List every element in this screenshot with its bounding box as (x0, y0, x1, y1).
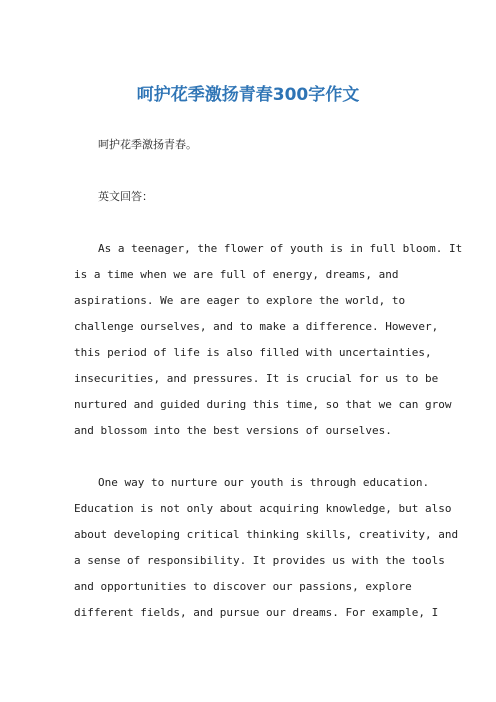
paragraph-1-line: challenge ourselves, and to make a difference. However, (74, 320, 439, 333)
paragraph-1-line: and blossom into the best versions of ourselves. (74, 424, 392, 437)
paragraph-1-line: aspirations. We are eager to explore the world, to (74, 294, 406, 307)
paragraph-1-line: nurtured and guided during this time, so that we can grow (74, 398, 452, 411)
paragraph-1-line: is a time when we are full of energy, dreams, and (74, 268, 399, 281)
paragraph-1-line: insecurities, and pressures. It is crucial for us to be (74, 372, 439, 385)
paragraph-2-line: and opportunities to discover our passions, explore (74, 580, 412, 593)
document-title: 呵护花季激扬青春300字作文 (136, 85, 360, 105)
paragraph-2-line: different fields, and pursue our dreams. For example, I (74, 606, 439, 619)
answer-label: 英文回答： (98, 190, 153, 203)
intro-line: 呵护花季激扬青春。 (98, 138, 197, 151)
paragraph-1-line: As a teenager, the flower of youth is in full bloom. It (98, 242, 463, 255)
paragraph-2-line: about developing critical thinking skills, creativity, and (74, 528, 459, 541)
paragraph-2-line: a sense of responsibility. It provides us with the tools (74, 554, 445, 567)
paragraph-1-line: this period of life is also filled with uncertainties, (74, 346, 432, 359)
paragraph-2-line: One way to nurture our youth is through education. (98, 476, 430, 489)
paragraph-2-line: Education is not only about acquiring knowledge, but also (74, 502, 452, 515)
